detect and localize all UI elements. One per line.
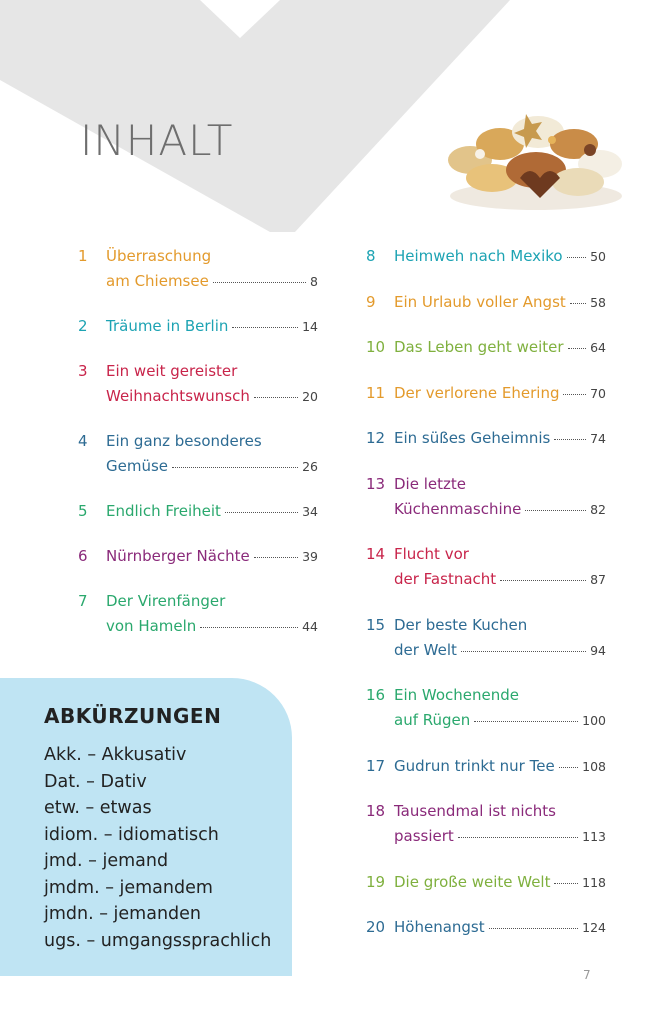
toc-chapter-number: 14 [366,545,386,563]
toc-entry [78,314,318,339]
toc-leader-dots [554,439,586,440]
toc-page-number: 44 [302,619,318,634]
toc-chapter-title: Der Virenfänger [106,592,226,610]
page-title: INHALT [80,116,234,165]
toc-page-number: 113 [582,829,606,844]
toc-chapter-title: am Chiemsee [106,272,209,290]
toc-chapter-title: von Hameln [106,617,197,635]
toc-chapter-number: 19 [366,872,386,891]
toc-chapter-title: Das Leben geht weiter [394,338,564,356]
toc-entry [366,335,606,360]
toc-chapter-number: 20 [366,918,386,936]
toc-leader-dots [232,327,298,328]
toc-leader-dots [500,580,586,581]
toc-chapter-title: passiert [394,827,454,845]
toc-page-number: 70 [590,385,606,401]
toc-chapter-number: 8 [366,247,376,265]
toc-chapter-number: 11 [366,383,386,402]
toc-entry [78,544,318,569]
toc-page-number: 58 [590,294,606,310]
toc-chapter-number: 15 [366,615,386,634]
abbreviation-item: jmd. – jemand [44,851,169,871]
toc-page-number: 64 [590,340,606,355]
toc-leader-dots [461,651,586,652]
toc-chapter-number: 17 [366,756,386,775]
toc-entry [366,290,606,315]
toc-entry [366,542,606,592]
toc-right-column [366,244,606,961]
abbreviation-item: idiom. – idiomatisch [44,824,219,845]
toc-chapter-title: Höhenangst [394,918,485,936]
toc-leader-dots [200,627,298,628]
toc-chapter-title: Flucht vor [394,545,469,563]
abbreviation-item: jmdm. – jemandem [44,877,213,898]
toc-chapter-title: Endlich Freiheit [106,502,221,520]
toc-entry [78,359,318,409]
toc-entry [366,426,606,451]
toc-chapter-title: Träume in Berlin [106,317,229,335]
toc-entry [366,244,606,269]
toc-entry [366,472,606,522]
toc-page-number: 118 [582,874,606,890]
toc-chapter-title: Heimweh nach Mexiko [394,247,563,265]
toc-entry [366,683,606,733]
toc-page-number: 34 [302,504,318,519]
toc-chapter-title: Überraschung [106,247,212,265]
toc-chapter-number: 7 [78,592,88,610]
toc-chapter-number: 2 [78,317,88,335]
toc-page-number: 26 [302,459,318,474]
toc-chapter-title: Die letzte [394,474,466,493]
toc-chapter-number: 13 [366,474,386,493]
toc-page-number: 100 [582,713,606,728]
toc-leader-dots [525,510,586,511]
abbreviation-item: Dat. – Dativ [44,771,147,792]
toc-chapter-title: Gudrun trinkt nur Tee [394,756,555,775]
toc-entry [366,870,606,895]
toc-entry [366,799,606,849]
toc-chapter-title: Ein weit gereister [106,362,238,380]
toc-chapter-title: der Fastnacht [394,570,497,588]
toc-page-number: 87 [590,572,606,587]
toc-chapter-title: Weihnachtswunsch [106,387,250,405]
toc-leader-dots [559,767,578,768]
toc-entry [366,381,606,406]
toc-leader-dots [567,257,587,258]
toc-chapter-number: 10 [366,338,386,356]
toc-page-number: 74 [590,431,606,446]
toc-chapter-title: der Welt [394,640,457,659]
cookies-image [440,92,630,218]
toc-chapter-title: Die große weite Welt [394,872,551,891]
toc-left-column [78,244,318,659]
toc-leader-dots [563,394,586,395]
toc-chapter-title: Gemüse [106,457,169,475]
toc-leader-dots [254,397,298,398]
toc-chapter-number: 9 [366,292,376,311]
toc-page-number: 20 [302,389,318,404]
toc-leader-dots [213,282,306,283]
toc-chapter-title: Tausendmal ist nichts [394,802,556,820]
toc-entry [78,244,318,294]
toc-page-number: 50 [590,249,606,264]
toc-page-number: 82 [590,501,606,517]
toc-chapter-title: auf Rügen [394,711,471,729]
toc-chapter-title: Ein ganz besonderes [106,432,262,450]
toc-leader-dots [554,883,578,884]
toc-chapter-title: Ein Urlaub voller Angst [394,292,566,311]
abbreviation-item: ugs. – umgangssprachlich [44,930,272,951]
toc-page-number: 14 [302,319,318,334]
toc-chapter-title: Nürnberger Nächte [106,547,250,565]
toc-entry [78,499,318,524]
toc-chapter-number: 6 [78,547,88,565]
toc-page-number: 39 [302,549,318,564]
abbreviation-item: Akk. – Akkusativ [44,745,187,765]
toc-leader-dots [474,721,578,722]
page-number: 7 [583,968,591,982]
toc-leader-dots [489,928,579,929]
toc-chapter-number: 12 [366,429,386,447]
toc-chapter-title: Der beste Kuchen [394,615,528,634]
toc-chapter-number: 18 [366,802,386,820]
abbreviation-item: etw. – etwas [44,798,152,818]
abbreviation-item: jmdn. – jemanden [44,904,202,924]
toc-leader-dots [225,512,298,513]
toc-page-number: 94 [590,642,606,658]
toc-chapter-number: 4 [78,432,88,450]
abbreviations-list [44,742,271,954]
toc-page-number: 8 [310,274,318,289]
toc-leader-dots [172,467,298,468]
toc-leader-dots [254,557,298,558]
abbreviations-title: ABKÜRZUNGEN [44,704,222,728]
toc-chapter-number: 3 [78,362,88,380]
toc-entry [78,589,318,639]
toc-chapter-title: Der verlorene Ehering [394,383,560,402]
toc-leader-dots [458,837,578,838]
toc-leader-dots [568,348,587,349]
toc-chapter-number: 5 [78,502,88,520]
toc-page-number: 108 [582,758,606,774]
toc-entry [366,915,606,940]
toc-entry [78,429,318,479]
toc-chapter-number: 16 [366,686,386,704]
toc-entry [366,754,606,779]
toc-chapter-title: Ein süßes Geheimnis [394,429,551,447]
toc-chapter-title: Ein Wochenende [394,686,520,704]
toc-page-number: 124 [582,920,606,935]
toc-chapter-title: Küchenmaschine [394,499,522,518]
toc-entry [366,613,606,663]
toc-leader-dots [570,303,586,304]
toc-chapter-number: 1 [78,247,88,265]
